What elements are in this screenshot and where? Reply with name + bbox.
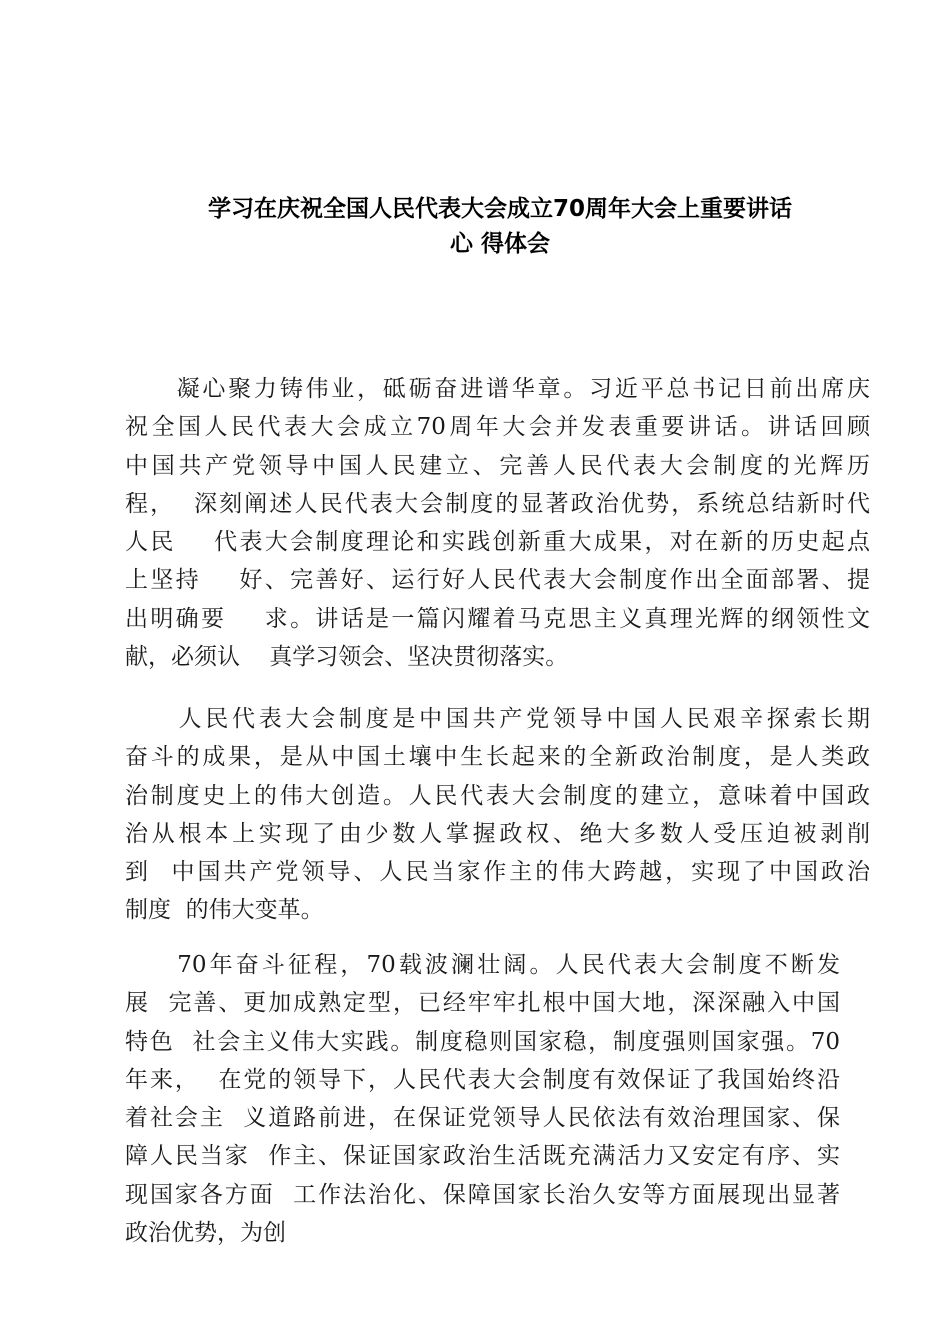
paragraph-line: 奋斗的成果，是从中国土壤中生长起来的全新政治制度，是人类政 <box>125 744 870 771</box>
paragraph-line: 政治优势，为创 <box>125 1220 286 1247</box>
paragraph-3 <box>125 946 840 1252</box>
paragraph-line: 上坚持 好、完善好、运行好人民代表大会制度作出全面部署、提 <box>125 567 870 594</box>
paragraph-line: 中国共产党领导中国人民建立、完善人民代表大会制度的光辉历 <box>125 452 870 479</box>
paragraph-line: 出明确要 求。讲话是一篇闪耀着马克思主义真理光辉的纲领性文 <box>125 605 870 632</box>
paragraph-line: 凝心聚力铸伟业，砥砺奋进谱华章。习近平总书记日前出席庆 <box>125 376 870 402</box>
paragraph-line: 着社会主 义道路前进，在保证党领导人民依法有效治理国家、保 <box>125 1105 840 1132</box>
paragraph-line: 治从根本上实现了由少数人掌握政权、绝大多数人受压迫被剥削 <box>125 820 870 847</box>
paragraph-line: 人民 代表大会制度理论和实践创新重大成果，对在新的历史起点 <box>125 529 870 556</box>
paragraph-line: 展 完善、更加成熟定型，已经牢牢扎根中国大地，深深融入中国 <box>125 990 840 1017</box>
paragraph-1 <box>125 370 870 676</box>
paragraph-line: 治制度史上的伟大创造。人民代表大会制度的建立，意味着中国政 <box>125 782 870 809</box>
paragraph-line: 70年奋斗征程，70载波澜壮阔。人民代表大会制度不断发 <box>125 952 840 978</box>
paragraph-line: 制度 的伟大变革。 <box>125 897 324 924</box>
document-title-line-2: 心 得体会 <box>449 231 550 257</box>
paragraph-line: 程， 深刻阐述人民代表大会制度的显著政治优势，系统总结新时代 <box>125 490 870 517</box>
paragraph-line: 障人民当家 作主、保证国家政治生活既充满活力又安定有序、实 <box>125 1143 840 1170</box>
paragraph-line: 年来， 在党的领导下，人民代表大会制度有效保证了我国始终沿 <box>125 1066 840 1093</box>
paragraph-line: 到 中国共产党领导、人民当家作主的伟大跨越，实现了中国政治 <box>125 859 870 886</box>
paragraph-line: 现国家各方面 工作法治化、保障国家长治久安等方面展现出显著 <box>125 1181 840 1208</box>
document-title-line-1: 学习在庆祝全国人民代表大会成立70周年大会上重要讲话 <box>207 196 792 222</box>
paragraph-line: 祝全国人民代表大会成立70周年大会并发表重要讲话。讲话回顾 <box>125 414 870 441</box>
paragraph-2 <box>125 700 870 930</box>
paragraph-line: 特色 社会主义伟大实践。制度稳则国家稳，制度强则国家强。70 <box>125 1028 840 1055</box>
paragraph-line: 献，必须认 真学习领会、坚决贯彻落实。 <box>125 644 569 671</box>
paragraph-line: 人民代表大会制度是中国共产党领导中国人民艰辛探索长期 <box>125 706 870 732</box>
